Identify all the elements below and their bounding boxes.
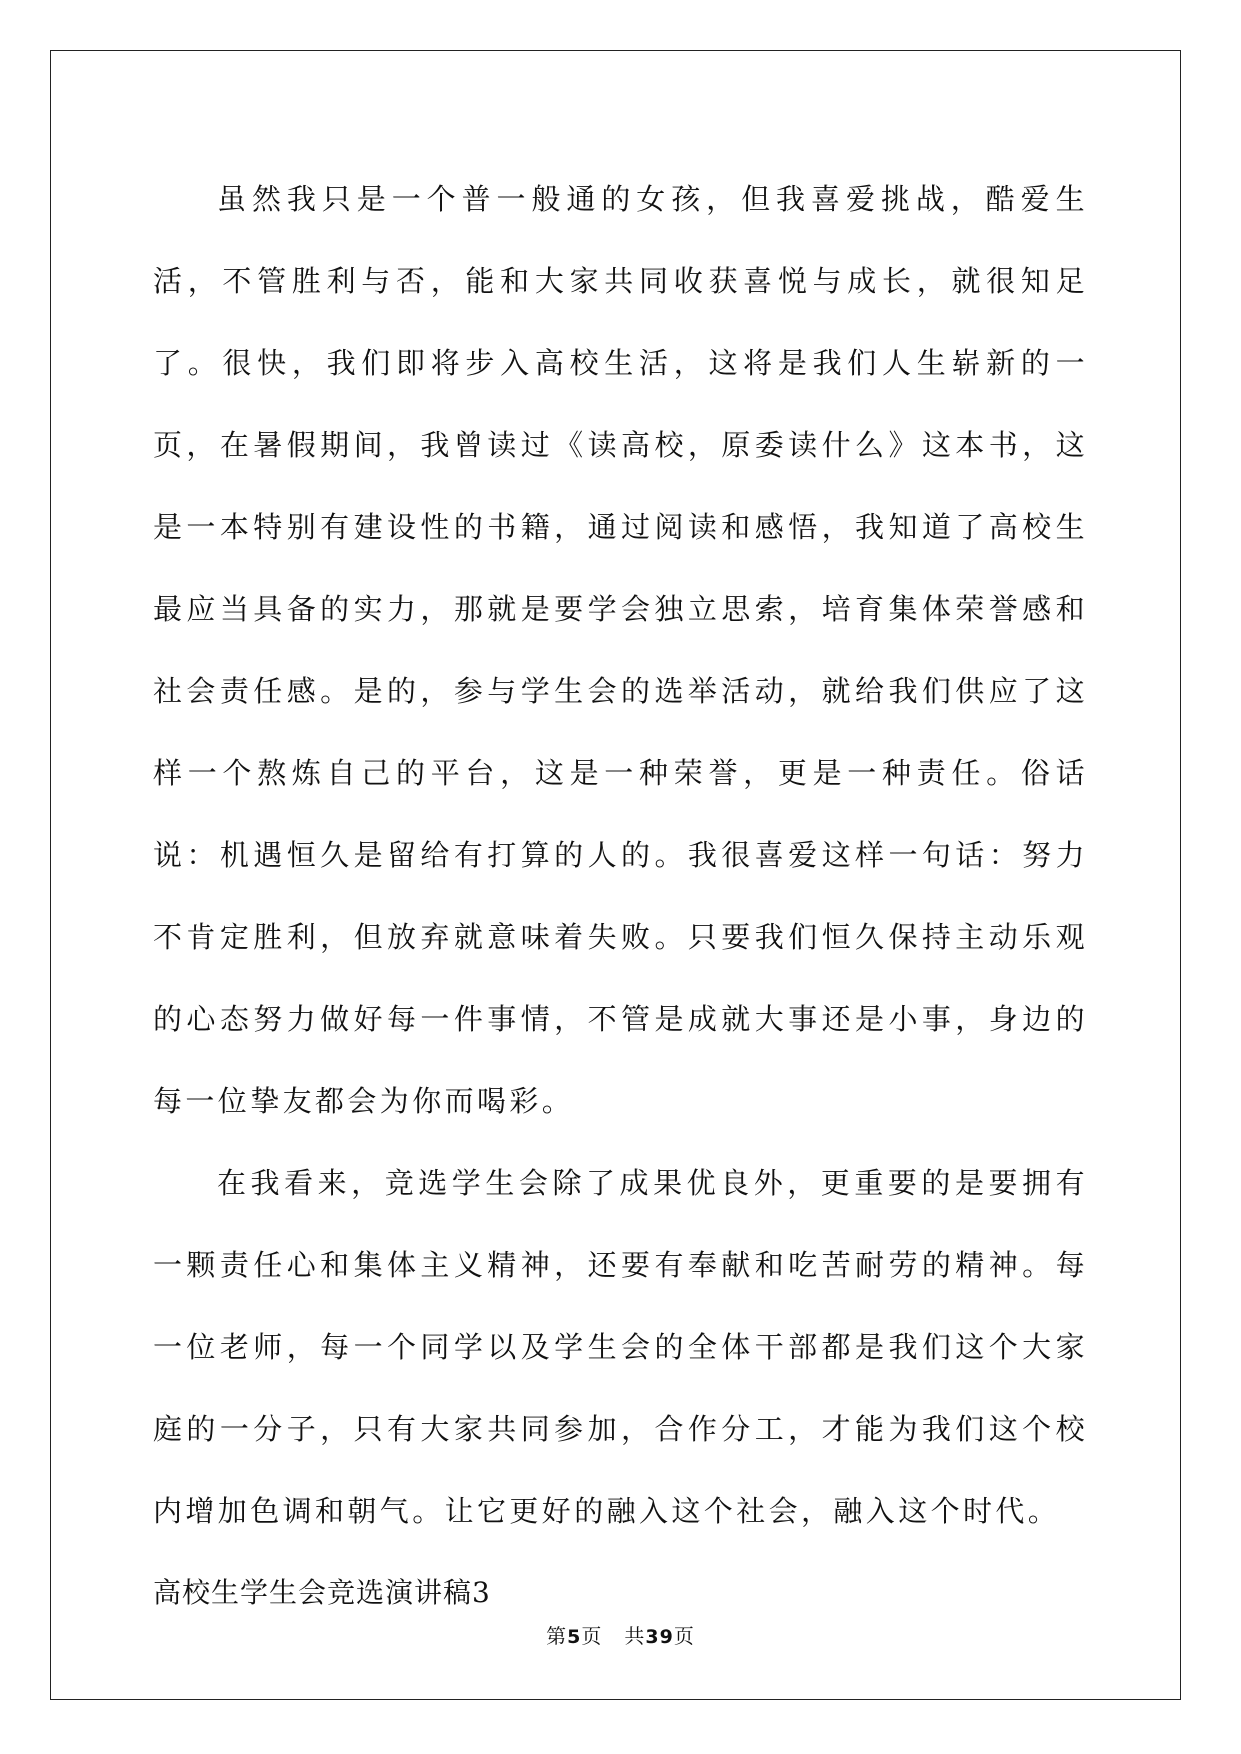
page-prefix: 第 xyxy=(546,1624,568,1648)
total-prefix: 共 xyxy=(624,1624,646,1648)
section-title: 高校生学生会竞选演讲稿3 xyxy=(153,1576,491,1609)
paragraph-1: 虽然我只是一个普一般通的女孩，但我喜爱挑战，酷爱生活，不管胜利与否，能和大家共同收获喜悦与成长，就很知足了。很快，我们即将步入高校生活，这将是我们人生崭新的一页，在暑假期间，我曾读过《读高校，原委读什么》这本书，这是一本特别有建设性的书籍，通过阅读和感悟，我知道了高校生最应当具备的实力，那就是要学会独立思索，培育集体荣誉感和社会责任感。是的，参与学生会的选举活动，就给我们供应了这样一个熬炼自己的平台，这是一种荣誉，更是一种责任。俗话说：机遇恒久是留给有打算的人的。我很喜爱这样一句话：努力不肯定胜利，但放弃就意味着失败。只要我们恒久保持主动乐观的心态努力做好每一件事情，不管是成就大事还是小事，身边的每一位挚友都会为你而喝彩。 xyxy=(153,182,1088,1118)
page-suffix: 页 xyxy=(581,1624,603,1648)
total-pages: 39 xyxy=(645,1626,674,1648)
total-suffix: 页 xyxy=(673,1624,695,1648)
document-body xyxy=(153,158,1088,1634)
page-number: 5 xyxy=(567,1626,582,1648)
page-footer xyxy=(0,1620,1241,1649)
paragraph-2: 在我看来，竞选学生会除了成果优良外，更重要的是要拥有一颗责任心和集体主义精神，还要有奉献和吃苦耐劳的精神。每一位老师，每一个同学以及学生会的全体干部都是我们这个大家庭的一分子，只有大家共同参加，合作分工，才能为我们这个校内增加色调和朝气。让它更好的融入这个社会，融入这个时代。 xyxy=(153,1166,1088,1528)
